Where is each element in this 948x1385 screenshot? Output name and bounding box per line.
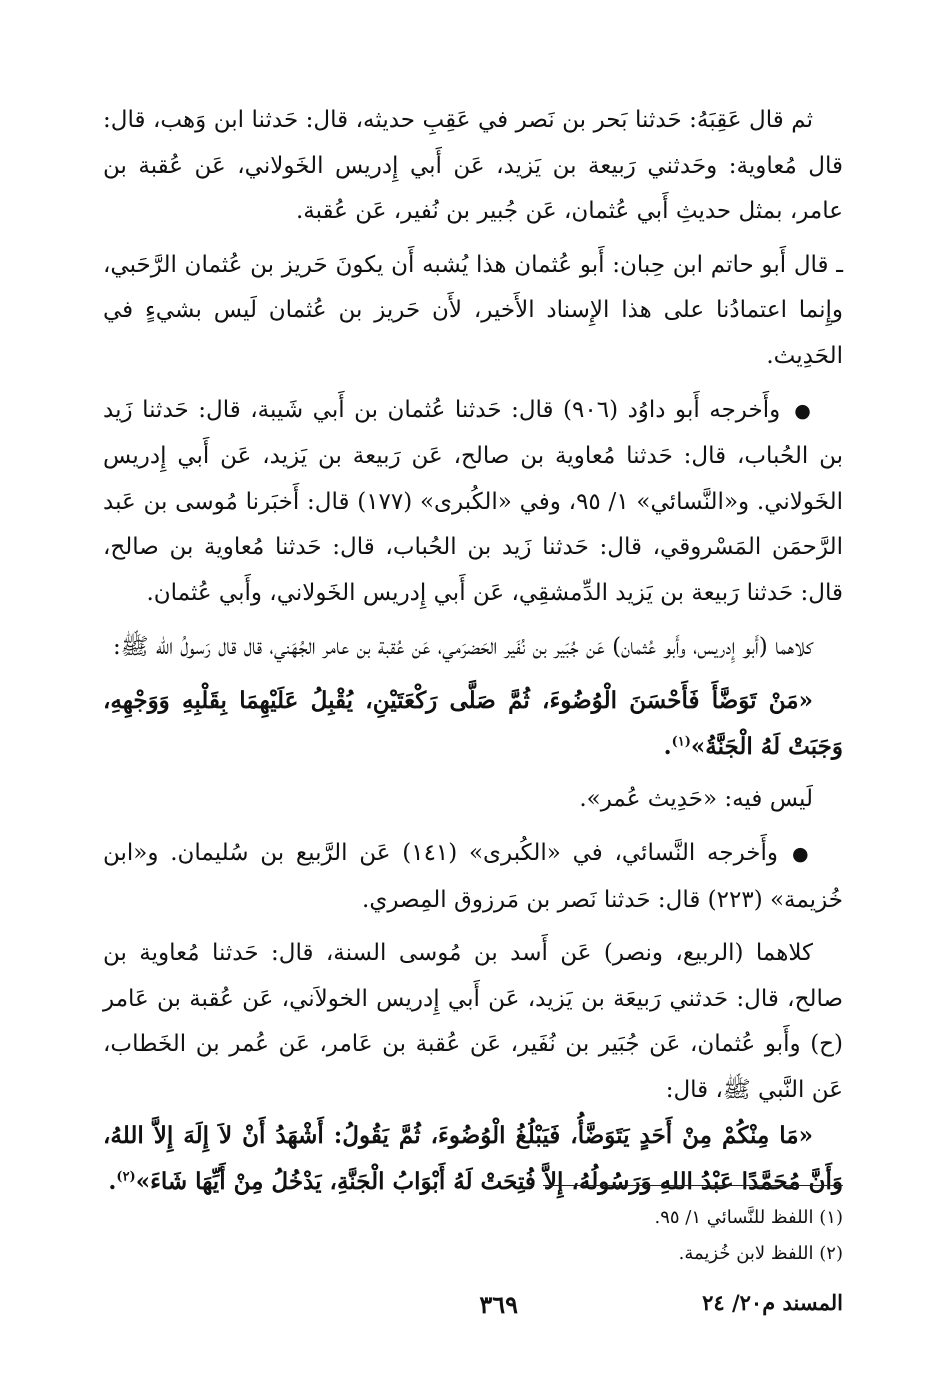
- footnotes: [103, 1200, 843, 1272]
- paragraph: كلاهما (الربيع، ونصر) عَن أَسد بن مُوسى السنة، قال: حَدثنا مُعاوية بن صالح، قال: حَدثني رَبيعَة بن يَزيد، عَن أَبي إِدريس الخولاَني، عَن عُقبة بن عَامر (ح) وأَبو عُثمان، عَن جُبَير بن نُفَير، عَن عُقبة بن عَامر، عَن عُمر بن الخَطاب، عَن النَّبي ﷺ، قال:: [103, 940, 843, 1103]
- page-footer: [103, 1290, 843, 1326]
- paragraph: ثم قال عَقِبَهُ: حَدثنا بَحر بن نَصر في عَقِبِ حديثه، قال: حَدثنا ابن وَهب، قال: قال مُعاوية: وحَدثني رَبيعة بن يَزيد، عَن أَبي إِدريس الخَولاني، عَن عُقبة بن عامر، بمثل حديثِ أَبي عُثمان، عَن جُبير بن نُفير، عَن عُقبة.: [103, 107, 843, 225]
- bullet-icon: ●: [794, 399, 813, 422]
- hadith-text: [103, 1113, 843, 1204]
- paragraph: ـ قال أَبو حاتم ابن حِبان: أَبو عُثمان هذا يُشبه أَن يكونَ حَريز بن عُثمان الرَّحَبي، وإِنما اعتمادُنا على هذا الإِسناد الأَخير، لأَن حَريز بن عُثمان لَيس بشيءٍ في الحَدِيث.: [103, 251, 843, 369]
- paragraph: لَيس فيه: «حَدِيث عُمر».: [579, 786, 813, 813]
- paragraph-text: وأَخرجه النَّسائي، في «الكُبرى» (١٤١) عَن الرَّبيع بن سُليمان. و«ابن خُزيمة» (٢٢٣) قال: حَدثنا نَصر بن مَرزوق المِصري.: [103, 839, 843, 913]
- footnote-ref: (٢): [116, 1169, 136, 1185]
- period: .: [108, 1168, 117, 1196]
- main-text: [103, 98, 843, 1205]
- paragraph: كلاهما (أَبو إِدريس، وأَبو عُثمان) عَن جُبَير بن نُفَير الحَضرَمي، عَن عُقبة بن عامر الجُهَني، قال قال رَسولُ الله ﷺ:: [112, 633, 813, 660]
- hadith-body: «مَنْ تَوَضَّأَ فَأَحْسَنَ الْوُضُوءَ، ثُمَّ صَلَّى رَكْعَتَيْنِ، يُقْبِلُ عَلَيْهِمَا بِقَلْبِهِ وَوَجْهِهِ، وَجَبَتْ لَهُ الْجَنَّةُ»: [103, 687, 843, 760]
- hadith-text: [103, 678, 843, 769]
- bullet-icon: ●: [792, 842, 813, 865]
- footnote: (٢) اللفظ لابن خُزيمة.: [678, 1243, 843, 1264]
- paragraph: [103, 388, 843, 617]
- paragraph: [103, 831, 843, 923]
- hadith-body: «مَا مِنْكُمْ مِنْ أَحَدٍ يَتَوَضَّأُ، فَيَبْلُغُ الْوُضُوءَ، ثُمَّ يَقُولُ: أَشْهَدُ أَنْ لاَ إِلَهَ إِلاَّ اللهُ، وَأَنَّ مُحَمَّدًا عَبْدُ اللهِ وَرَسُولُهُ، إِلاَّ فُتِحَتْ لَهُ أَبْوَابُ الْجَنَّةِ، يَدْخُلُ مِنْ أَيِّهَا شَاءَ»: [103, 1122, 843, 1196]
- paragraph-text: وأَخرجه أَبو داوُد (٩٠٦) قال: حَدثنا عُثمان بن أَبي شَيبة، قال: حَدثنا زَيد بن الحُباب، قال: حَدثنا مُعاوية بن صالح، عَن رَبيعة بن يَزيد، عَن أَبي إِدريس الخَولاني. و«النَّسائي» ١/ ٩٥، وفي «الكُبرى» (١٧٧) قال: أَخبَرنا مُوسى بن عَبد الرَّحمَن المَسْروقي، قال: حَدثنا زَيد بن الحُباب، قال: حَدثنا مُعاوية بن صالح، قال: حَدثنا رَبيعة بن يَزيد الدِّمشقِي، عَن أَبي إِدريس الخَولاني، وأَبي عُثمان.: [103, 396, 844, 606]
- footnote: (١) اللفظ للنَّسائي ١/ ٩٥.: [654, 1207, 843, 1228]
- page-number: ٣٦٩: [479, 1290, 518, 1319]
- volume-label: المسند م٢٠/ ٢٤: [702, 1290, 843, 1315]
- period: .: [663, 732, 672, 760]
- footnote-divider: [543, 1185, 843, 1186]
- footnote-ref: (١): [671, 734, 691, 750]
